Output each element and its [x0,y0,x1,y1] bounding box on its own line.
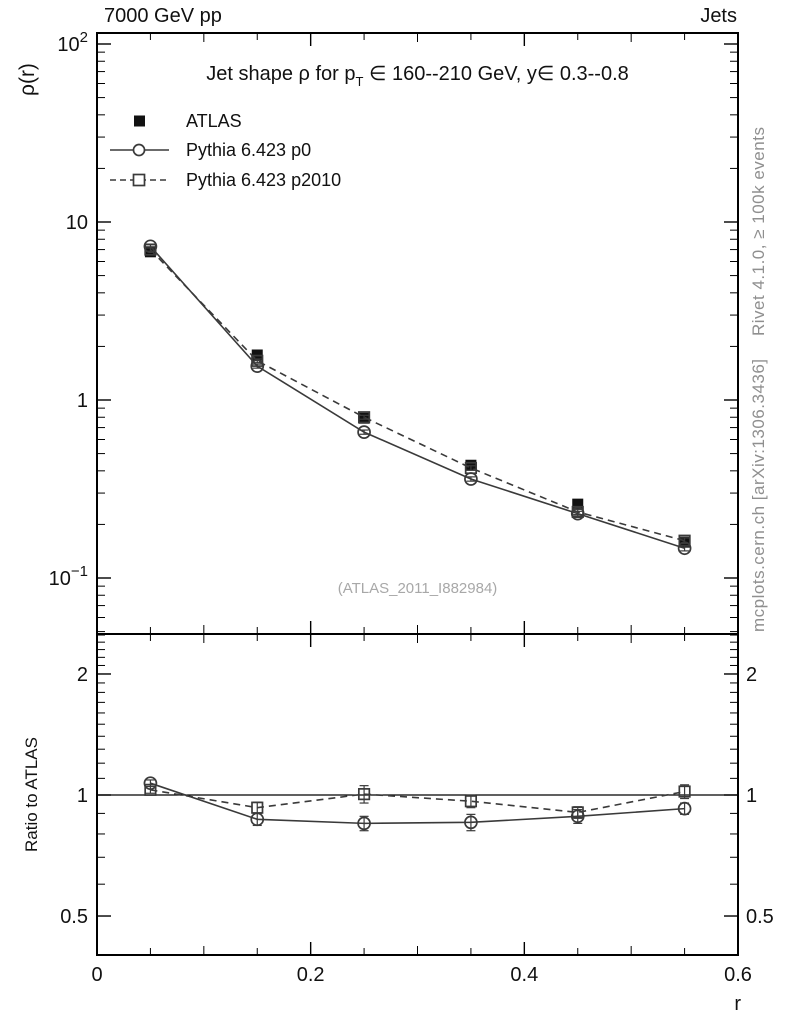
open-square-dashed-line-marker-icon [108,172,172,188]
legend-label: ATLAS [186,110,242,131]
svg-text:1: 1 [746,785,758,807]
open-circle-solid-line-marker-icon [108,142,172,158]
svg-text:102: $10^2$ [57,29,88,56]
plot-title-subscript: T [355,74,364,89]
svg-text:0.5: 0.5 [746,906,774,929]
svg-text:0.5: 0.5 [60,906,88,929]
svg-text:10: 10 [65,212,88,234]
svg-text:2: 2 [76,663,88,686]
mcplots-reference-note: mcplots.cern.ch [arXiv:1306.3436] [749,358,768,632]
beam-energy-label: 7000 GeV pp [104,5,222,27]
filled-square-marker-icon [108,113,172,129]
process-label: Jets [700,5,737,27]
legend-label: Pythia 6.423 p2010 [186,169,342,190]
plot-title-rest: ∈ 160--210 GeV, y∈ 0.3--0.8 [363,63,629,85]
svg-text:0: 0 [91,964,103,986]
svg-text:0.2: 0.2 [296,964,325,986]
legend-item-atlas [108,112,242,130]
svg-text:10−1: $10^{-1}$ [48,563,88,590]
plot-title [97,61,738,89]
legend-item-pythia-p2010 [108,171,341,189]
analysis-id-watermark: (ATLAS_2011_I882984) [337,580,498,597]
svg-text:0.6: 0.6 [724,964,752,986]
x-axis-label: r [734,993,741,1015]
rivet-version-note: Rivet 4.1.0, ≥ 100k events [749,126,768,336]
legend-item-pythia-p0 [108,141,311,159]
svg-text:1: 1 [76,785,88,807]
svg-text:0.4: 0.4 [510,964,539,986]
svg-text:1: 1 [76,390,88,412]
svg-text:2: 2 [746,663,758,686]
legend-label: Pythia 6.423 p0 [186,139,312,160]
main-y-axis-label: ρ(r) [16,63,39,96]
ratio-y-axis-label: Ratio to ATLAS [22,737,41,852]
plot-title-text: Jet shape ρ for p [206,63,356,85]
